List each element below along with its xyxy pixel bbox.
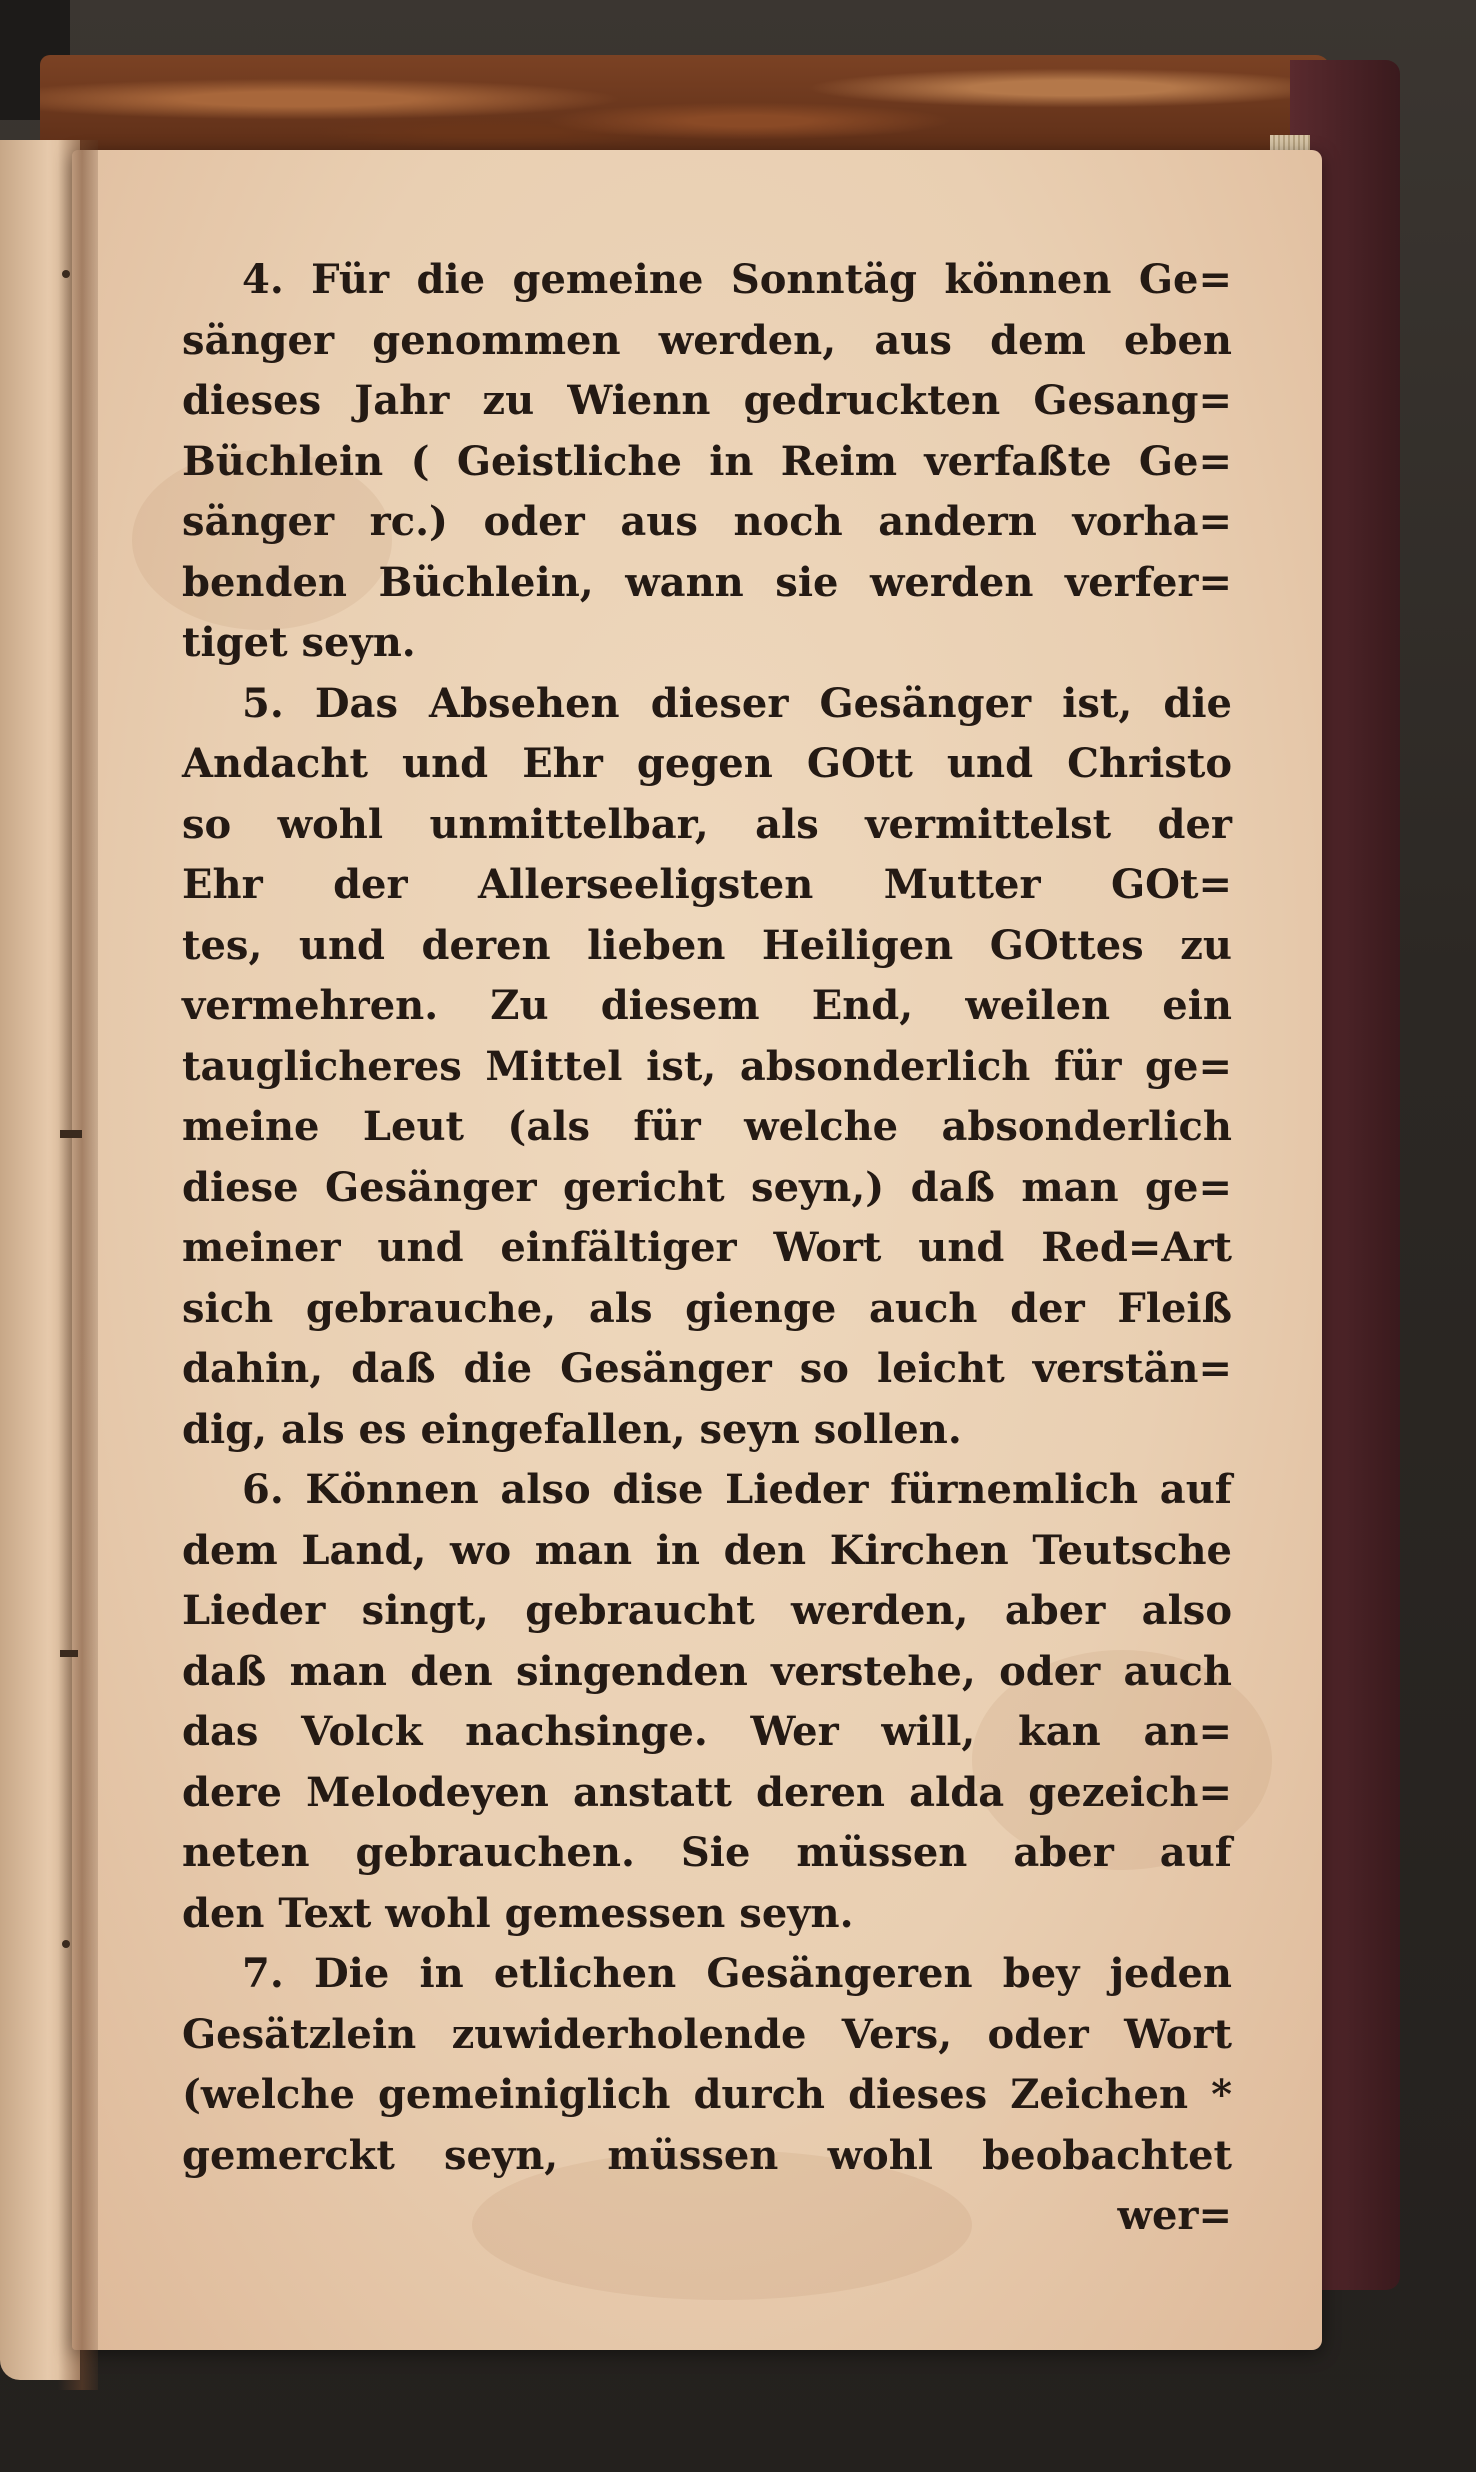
text-line: 5. Das Absehen dieser Gesänger ist, die [242, 679, 1232, 727]
text-line: dahin, daß die Gesänger so leicht verstän= [182, 1345, 1232, 1392]
catchword: wer= [1117, 2192, 1232, 2239]
text-line: dere Melodeyen anstatt deren alda gezeich= [182, 1768, 1232, 1816]
text-line: Gesätzlein zuwiderholende Vers, oder Wort [182, 2010, 1232, 2058]
binding-dash [60, 1130, 82, 1138]
text-line: diese Gesänger gericht seyn,) daß man ge= [182, 1163, 1232, 1211]
text-line: so wohl unmittelbar, als vermittelst der [182, 800, 1232, 848]
book-page [72, 150, 1322, 2350]
text-line: meiner und einfältiger Wort und Red=Art [182, 1224, 1232, 1271]
text-line: Lieder singt, gebraucht werden, aber also [182, 1587, 1232, 1634]
binding-dot [62, 270, 70, 278]
text-line: tes, und deren lieben Heiligen GOttes zu [182, 921, 1232, 969]
text-line: dig, als es eingefallen, seyn sollen. [182, 1405, 962, 1453]
text-line: Ehr der Allerseeligsten Mutter GOt= [182, 861, 1232, 908]
page-text [182, 250, 1232, 2247]
text-line: sich gebrauche, als gienge auch der Fleiß [182, 1284, 1232, 1332]
text-line: dem Land, wo man in den Kirchen Teutsche [182, 1526, 1232, 1574]
text-line: den Text wohl gemessen seyn. [182, 1889, 854, 1937]
text-line: meine Leut (als für welche absonderlich [182, 1103, 1232, 1150]
binding-dot [62, 1940, 70, 1948]
text-line: 7. Die in etlichen Gesängeren bey jeden [242, 1950, 1232, 1997]
text-line: tiget seyn. [182, 619, 416, 666]
text-line: 6. Können also dise Lieder fürnemlich auf [242, 1466, 1232, 1513]
text-line: vermehren. Zu diesem End, weilen ein [182, 982, 1232, 1029]
text-line: sänger genommen werden, aus dem eben [182, 316, 1232, 364]
text-line: gemerckt seyn, müssen wohl beobachtet [182, 2131, 1232, 2179]
text-line: das Volck nachsinge. Wer will, kan an= [182, 1708, 1232, 1755]
text-line: Andacht und Ehr gegen GOtt und Christo [182, 740, 1232, 787]
text-line: daß man den singenden verstehe, oder auch [182, 1647, 1232, 1695]
text-line: sänger rc.) oder aus noch andern vorha= [182, 498, 1232, 545]
text-line: (welche gemeiniglich durch dieses Zeichen * [182, 2071, 1232, 2118]
text-line: tauglicheres Mittel ist, absonderlich für ge= [182, 1042, 1232, 1090]
text-line: dieses Jahr zu Wienn gedruckten Gesang= [182, 377, 1232, 424]
gutter-shadow [58, 140, 98, 2390]
text-line: Büchlein ( Geistliche in Reim verfaßte Ge= [182, 437, 1232, 485]
text-line: 4. Für die gemeine Sonntäg können Ge= [242, 256, 1232, 303]
text-line: benden Büchlein, wann sie werden verfer= [182, 558, 1232, 606]
text-line: neten gebrauchen. Sie müssen aber auf [182, 1829, 1232, 1876]
book-cover-top-marbled [40, 55, 1330, 165]
binding-dash [60, 1650, 78, 1657]
